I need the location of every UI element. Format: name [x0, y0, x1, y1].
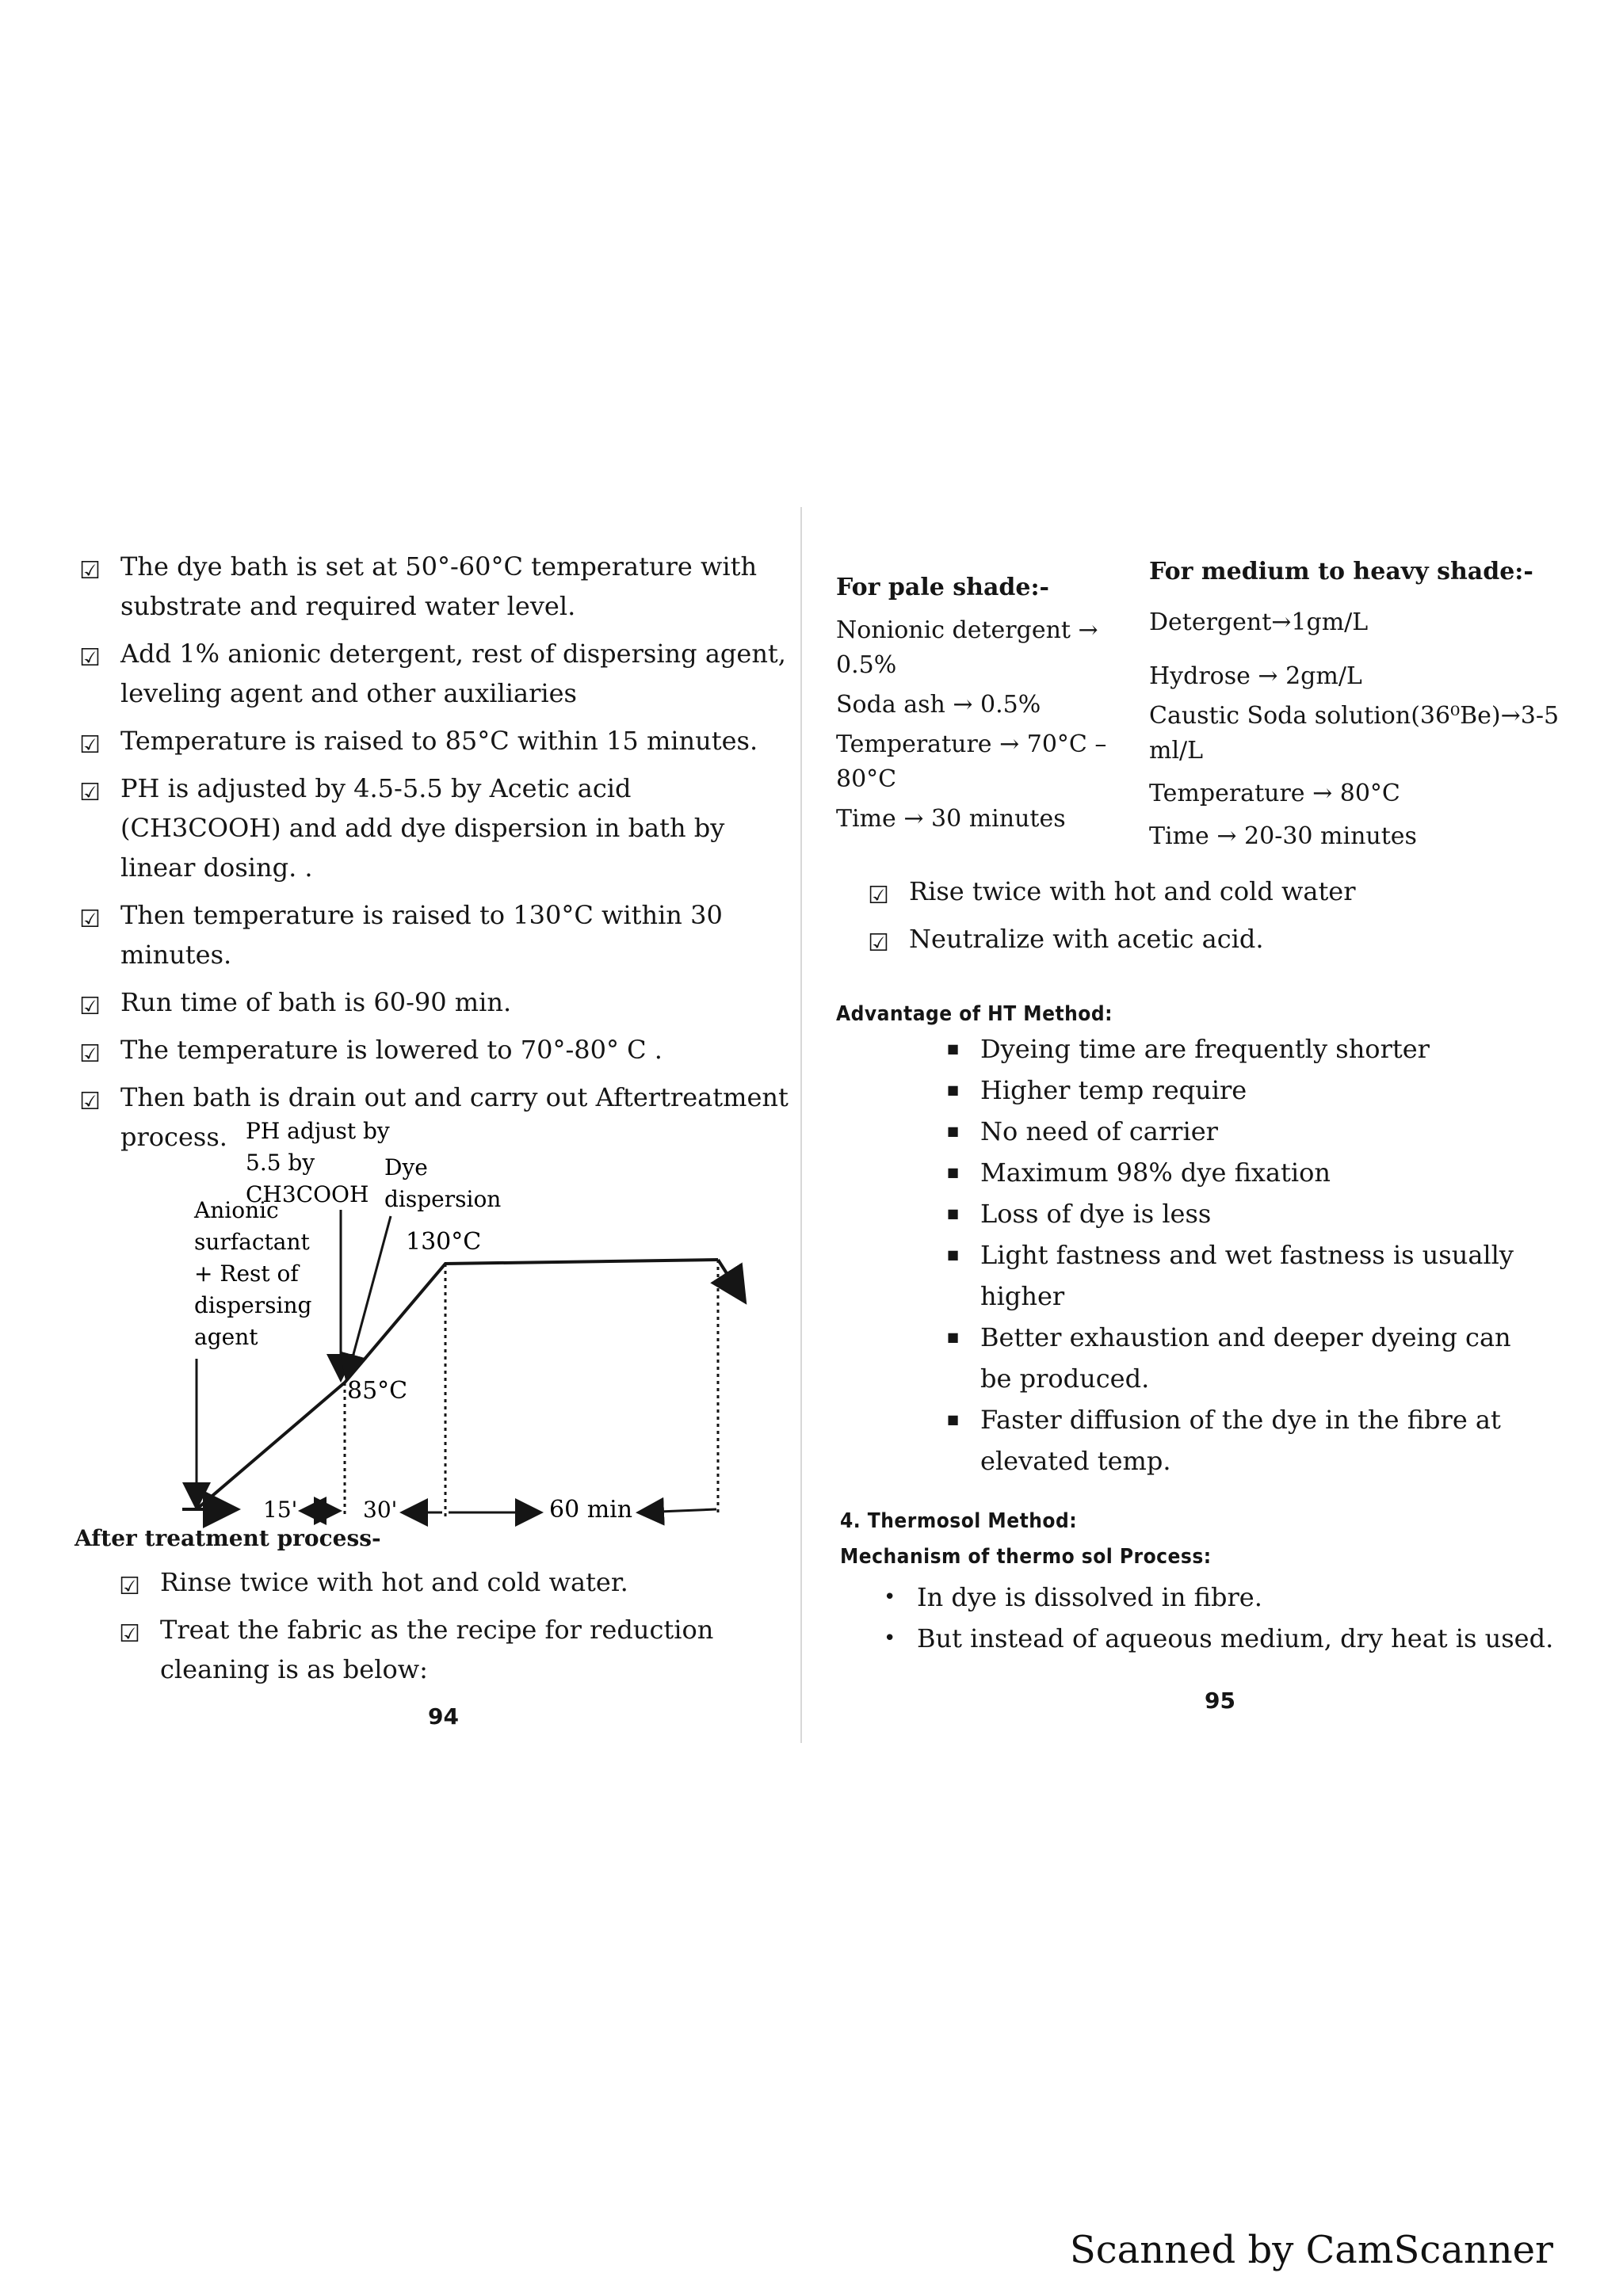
mechanism-heading: Mechanism of thermo sol Process: [840, 1545, 1212, 1569]
mechanism-list [876, 1577, 1557, 1659]
square-bullet-icon: ■ [947, 1082, 960, 1097]
medium-heavy-shade-title: For medium to heavy shade:- [1149, 558, 1533, 585]
page-number-right: 95 [1205, 1688, 1235, 1714]
pale-line: Soda ash → 0.5% [836, 691, 1041, 719]
square-bullet-icon: ■ [947, 1165, 960, 1180]
anionic-label-line4: dispersing [194, 1292, 312, 1318]
page-number-left: 94 [428, 1703, 459, 1730]
time-30-label: 30' [363, 1497, 398, 1523]
medium-heavy-shade-recipe [1149, 555, 1561, 854]
list-item: ☑ Treat the fabric as the recipe for reduction cleaning is as below: [119, 1615, 714, 1684]
list-item: ■ Better exhaustion and deeper dyeing can be produced. [939, 1317, 1541, 1399]
right-page [832, 547, 1577, 1759]
checked-box-icon: ☑ [79, 731, 101, 759]
medium-line: Time → 20-30 minutes [1149, 822, 1417, 850]
checked-box-icon: ☑ [79, 779, 101, 807]
list-item: ☑ Rise twice with hot and cold water [868, 871, 1549, 911]
medium-line: Hydrose → 2gm/L [1149, 662, 1362, 690]
list-item: ■ Loss of dye is less [939, 1193, 1541, 1234]
square-bullet-icon: ■ [947, 1247, 960, 1262]
medium-line: Caustic Soda solution(36⁰Be)→3-5 ml/L [1149, 702, 1560, 765]
pale-shade-title: For pale shade:- [836, 574, 1049, 601]
list-item: ■ No need of carrier [939, 1111, 1541, 1152]
temperature-85-label: 85°C [347, 1377, 408, 1405]
dyeing-steps-list [79, 547, 792, 1157]
thermosol-heading: 4. Thermosol Method: [840, 1509, 1078, 1533]
dye-label-line2: dispersion [384, 1186, 502, 1212]
dot-bullet-icon: • [884, 1585, 896, 1609]
checked-box-icon: ☑ [868, 929, 889, 957]
list-item: ☑ Temperature is raised to 85°C within 15 minutes. [79, 721, 792, 761]
checked-box-icon: ☑ [79, 644, 101, 672]
after-treatment-list [119, 1562, 792, 1689]
anionic-label-line3: + Rest of [194, 1261, 299, 1287]
list-item: ■ Higher temp require [939, 1070, 1541, 1111]
dot-bullet-icon: • [884, 1627, 896, 1650]
left-page [74, 547, 792, 1759]
after-treatment-section [74, 1525, 792, 1697]
list-item: ☑ PH is adjusted by 4.5-5.5 by Acetic acid (CH3COOH) and add dye dispersion in bath by linear dosing. . [79, 773, 725, 883]
pale-line: Nonionic detergent → 0.5% [836, 616, 1098, 679]
list-item: ☑ Then bath is drain out and carry out Aftertreatment process. [79, 1082, 789, 1152]
scanner-watermark: Scanned by CamScanner [1069, 2228, 1553, 2272]
checked-box-icon: ☑ [119, 1573, 140, 1600]
anionic-label-line5: agent [194, 1324, 258, 1350]
after-treatment-heading: After treatment process- [74, 1525, 381, 1551]
rinse-steps-list [868, 871, 1549, 967]
interval-60-arrow-b [640, 1509, 716, 1512]
dye-label-line1: Dye [384, 1154, 428, 1180]
anionic-label-line1: Anionic [194, 1197, 279, 1223]
list-item: ■ Maximum 98% dye fixation [939, 1152, 1541, 1193]
list-item: • In dye is dissolved in fibre. [876, 1577, 1557, 1618]
list-item: ☑ Add 1% anionic detergent, rest of dispersing agent, leveling agent and other auxiliaries [79, 639, 786, 708]
advantage-heading: Advantage of HT Method: [836, 1002, 1113, 1026]
list-item: ■ Faster diffusion of the dye in the fibre at elevated temp. [939, 1399, 1541, 1482]
list-item: ☑ Neutralize with acetic acid. [868, 919, 1549, 959]
checked-box-icon: ☑ [79, 1088, 101, 1116]
list-item: ■ Light fastness and wet fastness is usually higher [939, 1234, 1541, 1317]
advantages-list [939, 1028, 1541, 1482]
checked-box-icon: ☑ [119, 1620, 140, 1648]
checked-box-icon: ☑ [868, 882, 889, 910]
list-item: ☑ Rinse twice with hot and cold water. [119, 1562, 792, 1602]
ph-label-line3: CH3COOH [246, 1181, 369, 1207]
list-item: ☑ The dye bath is set at 50°-60°C temperature with substrate and required water level. [79, 551, 758, 621]
checked-box-icon: ☑ [79, 993, 101, 1020]
list-item: ■ Dyeing time are frequently shorter [939, 1028, 1541, 1070]
dyeing-temperature-profile-diagram [79, 1121, 792, 1549]
list-item: ☑ Run time of bath is 60-90 min. [79, 982, 792, 1022]
checked-box-icon: ☑ [79, 1040, 101, 1068]
temperature-130-label: 130°C [406, 1228, 482, 1256]
checked-box-icon: ☑ [79, 906, 101, 933]
time-15-label: 15' [263, 1497, 298, 1523]
ph-label-line1: PH adjust by [246, 1121, 390, 1144]
pale-line: Temperature → 70°C – 80°C [836, 730, 1107, 793]
pale-line: Time → 30 minutes [836, 805, 1066, 833]
square-bullet-icon: ■ [947, 1041, 960, 1056]
list-item: • But instead of aqueous medium, dry heat is used. [876, 1618, 1557, 1659]
square-bullet-icon: ■ [947, 1206, 960, 1221]
cooling-arrow [718, 1260, 743, 1299]
medium-line: Temperature → 80°C [1149, 780, 1400, 807]
square-bullet-icon: ■ [947, 1123, 960, 1138]
ph-label-line2: 5.5 by [246, 1150, 315, 1176]
pale-shade-recipe [836, 570, 1145, 837]
medium-line: Detergent→1gm/L [1149, 608, 1369, 636]
square-bullet-icon: ■ [947, 1329, 960, 1344]
checked-box-icon: ☑ [79, 557, 101, 585]
square-bullet-icon: ■ [947, 1412, 960, 1427]
anionic-label-line2: surfactant [194, 1229, 310, 1255]
time-60-label: 60 min [549, 1496, 633, 1524]
list-item: ☑ The temperature is lowered to 70°-80° C . [79, 1030, 792, 1070]
book-fold [800, 507, 802, 1743]
list-item: ☑ Then temperature is raised to 130°C within 30 minutes. [79, 900, 723, 970]
